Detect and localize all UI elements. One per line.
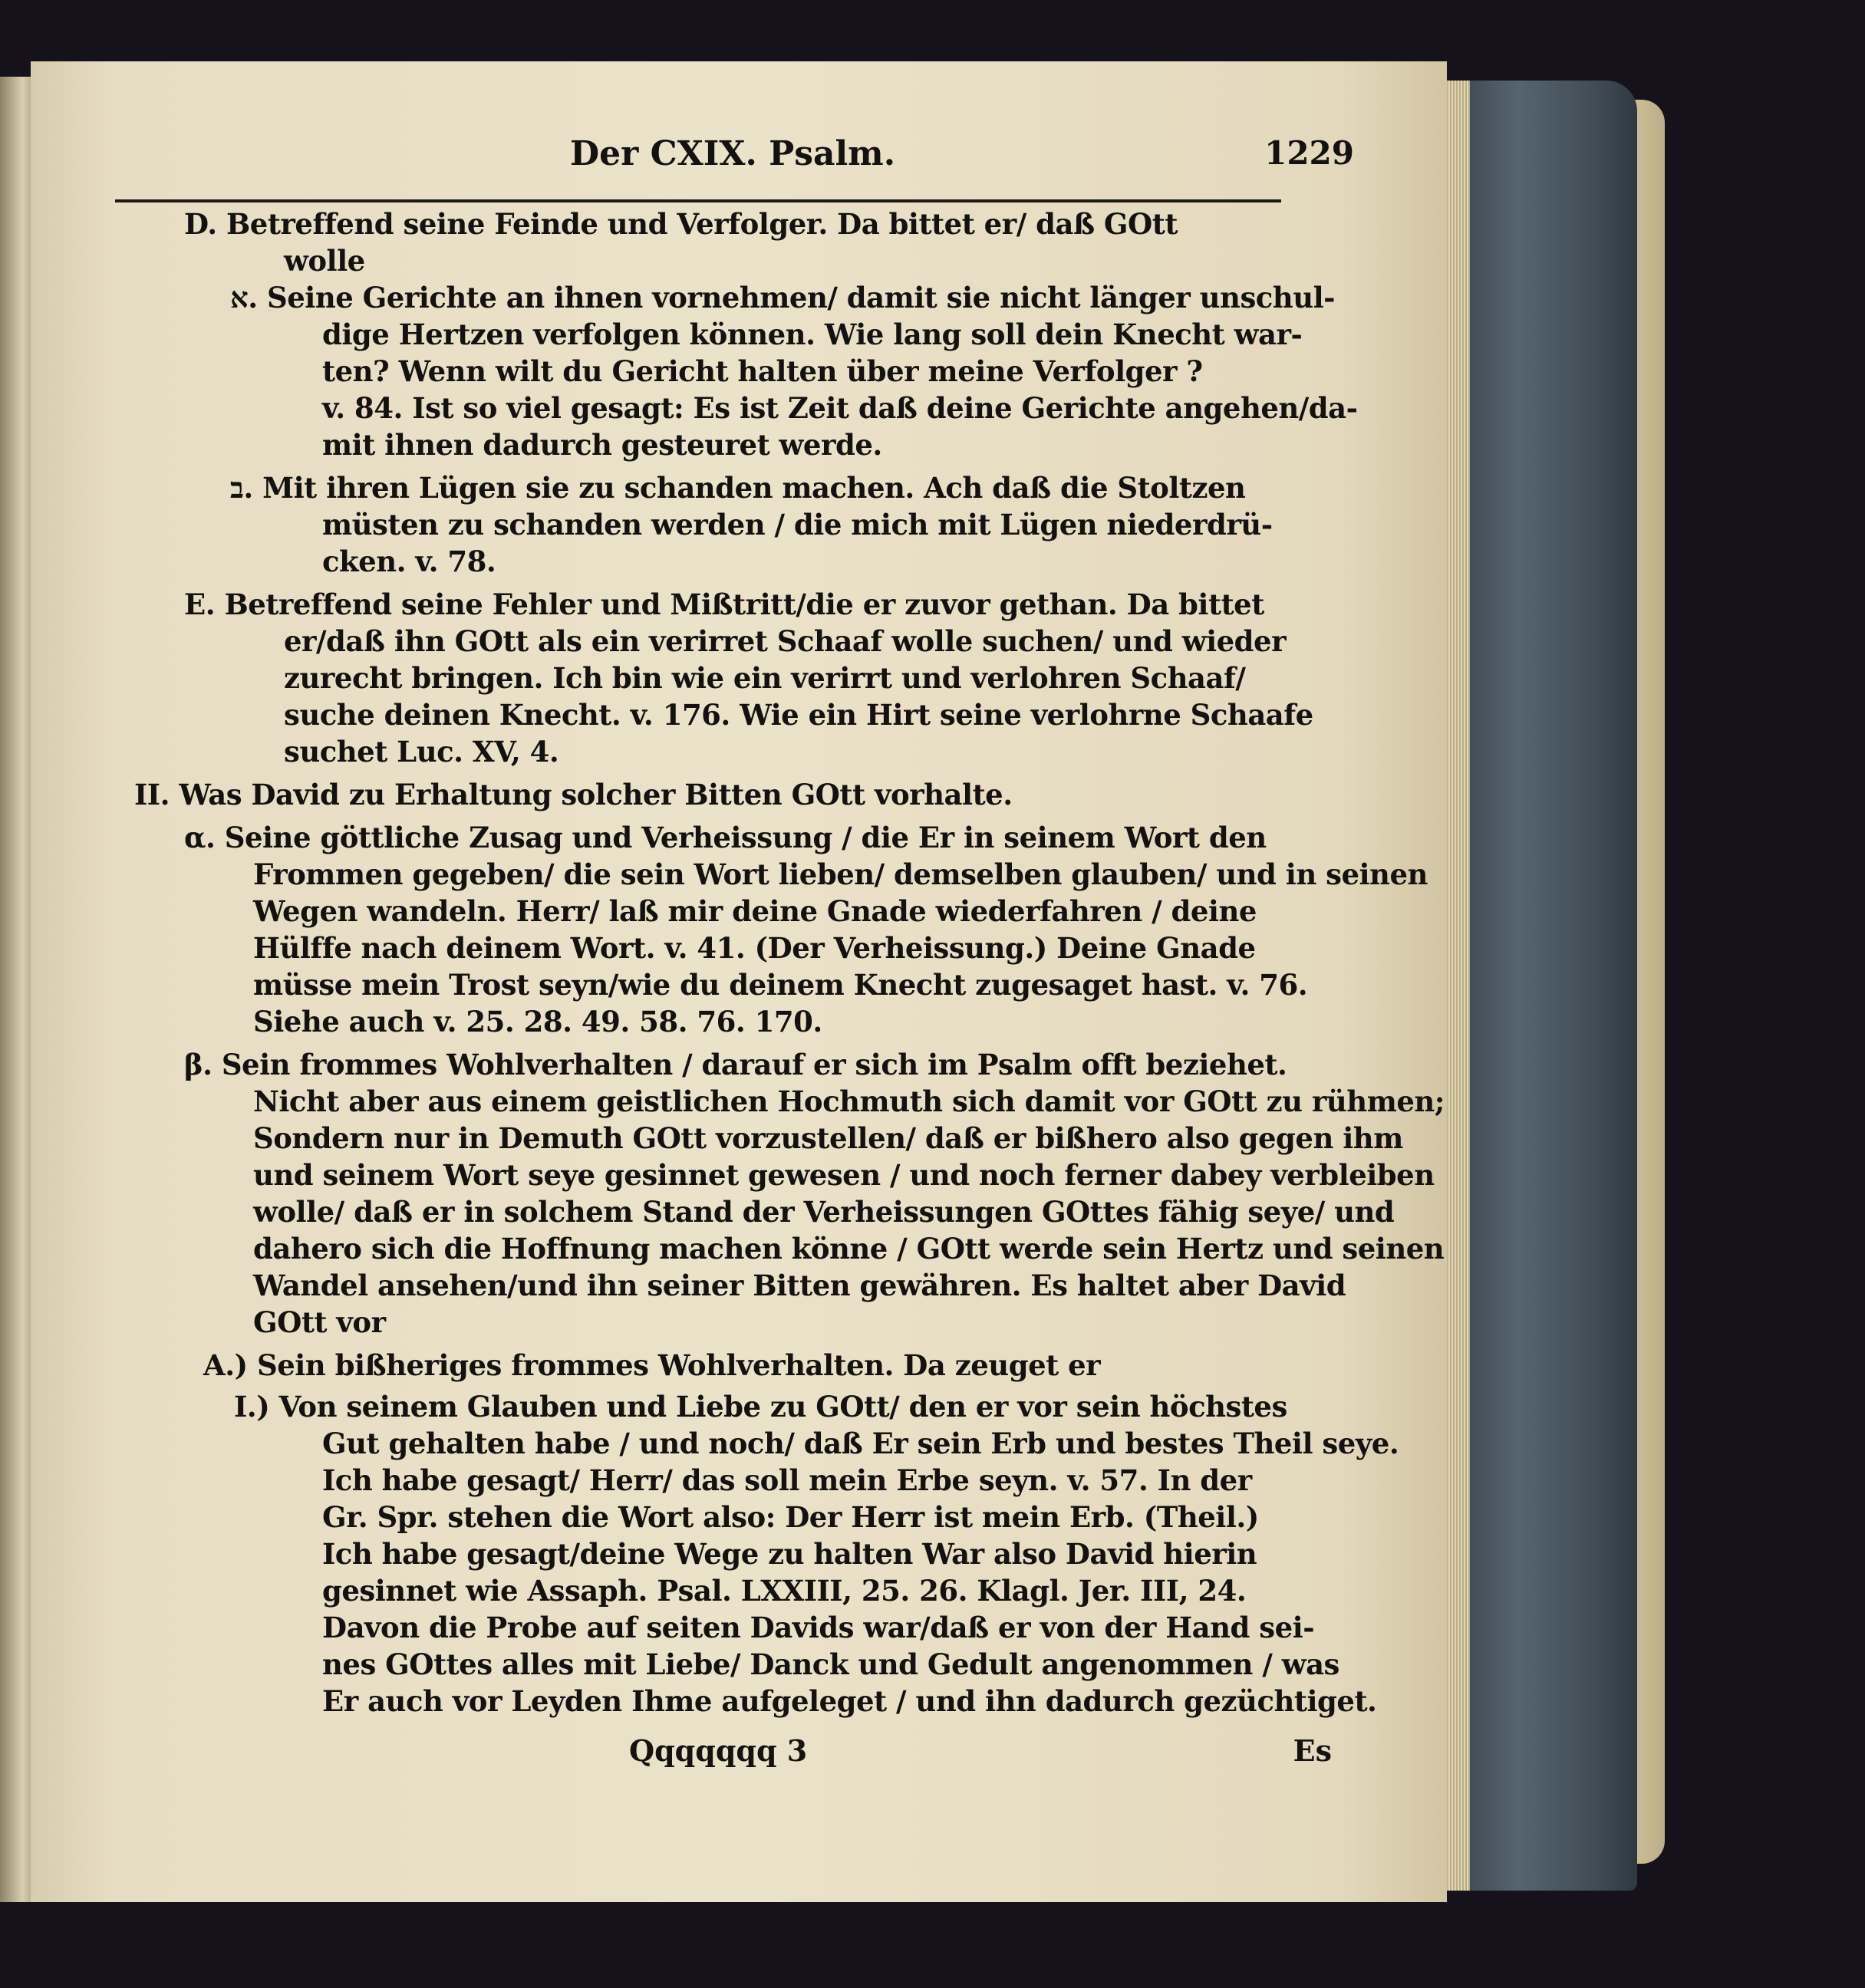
- text-line: Wandel ansehen/und ihn seiner Bitten gewähren. Es haltet aber David: [253, 1269, 1346, 1302]
- facing-page-edge: [0, 77, 32, 1902]
- text-line: ten? Wenn wilt du Gericht halten über meine Verfolger ?: [322, 354, 1203, 388]
- text-line: Siehe auch v. 25. 28. 49. 58. 76. 170.: [253, 1005, 822, 1038]
- text-line: mit ihnen dadurch gesteuret werde.: [322, 428, 882, 462]
- text-line: cken. v. 78.: [322, 545, 496, 578]
- text-line: müsse mein Trost seyn/wie du deinem Knecht zugesaget hast. v. 76.: [253, 968, 1308, 1002]
- text-line: Sondern nur in Demuth GOtt vorzustellen/ daß er bißhero also gegen ihm: [253, 1121, 1403, 1155]
- catchword: Es: [1293, 1733, 1332, 1768]
- text-line: suche deinen Knecht. v. 176. Wie ein Hirt seine verlohrne Schaafe: [284, 698, 1313, 732]
- header-rule: [115, 199, 1281, 202]
- text-line: א. Seine Gerichte an ihnen vornehmen/ damit sie nicht länger unschul-: [230, 281, 1336, 314]
- text-line: II. Was David zu Erhaltung solcher Bitten GOtt vorhalte.: [134, 778, 1013, 811]
- text-line: Frommen gegeben/ die sein Wort lieben/ demselben glauben/ und in seinen: [253, 857, 1428, 891]
- text-line: Nicht aber aus einem geistlichen Hochmuth sich damit vor GOtt zu rühmen;: [253, 1085, 1445, 1118]
- running-header: [111, 134, 1354, 180]
- text-line: Ich habe gesagt/ Herr/ das soll mein Erbe seyn. v. 57. In der: [322, 1463, 1252, 1497]
- text-line: ב. Mit ihren Lügen sie zu schanden machen. Ach daß die Stoltzen: [230, 471, 1246, 505]
- page-block-edge: [1439, 81, 1637, 1891]
- page-title: Der CXIX. Psalm.: [569, 134, 896, 173]
- text-line: Davon die Probe auf seiten Davids war/daß er von der Hand sei-: [322, 1611, 1315, 1644]
- text-line: dahero sich die Hoffnung machen könne / GOtt werde sein Hertz und seinen: [253, 1232, 1445, 1266]
- text-line: wolle/ daß er in solchem Stand der Verheissungen GOttes fähig seye/ und: [253, 1195, 1395, 1229]
- book-page: [31, 61, 1447, 1902]
- text-line: GOtt vor: [253, 1305, 386, 1339]
- text-line: D. Betreffend seine Feinde und Verfolger. Da bittet er/ daß GOtt: [184, 207, 1178, 241]
- text-line: gesinnet wie Assaph. Psal. LXXIII, 25. 26. Klagl. Jer. III, 24.: [322, 1574, 1247, 1608]
- text-line: zurecht bringen. Ich bin wie ein verirrt und verlohren Schaaf/: [284, 661, 1246, 695]
- text-line: wolle: [284, 244, 365, 278]
- text-line: Gut gehalten habe / und noch/ daß Er sein Erb und bestes Theil seye.: [322, 1427, 1399, 1460]
- text-line: I.) Von seinem Glauben und Liebe zu GOtt/ den er vor sein höchstes: [234, 1390, 1287, 1424]
- text-line: A.) Sein bißheriges frommes Wohlverhalten. Da zeuget er: [203, 1348, 1101, 1382]
- text-line: Er auch vor Leyden Ihme aufgeleget / und ihn dadurch gezüchtiget.: [322, 1684, 1377, 1718]
- text-line: Gr. Spr. stehen die Wort also: Der Herr ist mein Erb. (Theil.): [322, 1500, 1259, 1534]
- text-line: α. Seine göttliche Zusag und Verheissung / die Er in seinem Wort den: [184, 821, 1267, 854]
- text-line: er/daß ihn GOtt als ein verirret Schaaf wolle suchen/ und wieder: [284, 624, 1287, 658]
- text-line: suchet Luc. XV, 4.: [284, 735, 559, 769]
- text-line: müsten zu schanden werden / die mich mit Lügen niederdrü-: [322, 508, 1273, 541]
- text-line: E. Betreffend seine Fehler und Mißtritt/die er zuvor gethan. Da bittet: [184, 588, 1264, 621]
- text-line: v. 84. Ist so viel gesagt: Es ist Zeit daß deine Gerichte angehen/da-: [322, 391, 1358, 425]
- text-line: Ich habe gesagt/deine Wege zu halten War also David hierin: [322, 1537, 1257, 1571]
- text-line: und seinem Wort seye gesinnet gewesen / und noch ferner dabey verbleiben: [253, 1158, 1435, 1192]
- text-line: β. Sein frommes Wohlverhalten / darauf er sich im Psalm offt beziehet.: [184, 1048, 1287, 1081]
- text-line: Hülffe nach deinem Wort. v. 41. (Der Verheissung.) Deine Gnade: [253, 931, 1256, 965]
- text-line: nes GOttes alles mit Liebe/ Danck und Gedult angenommen / was: [322, 1647, 1339, 1681]
- text-line: dige Hertzen verfolgen können. Wie lang soll dein Knecht war-: [322, 318, 1303, 351]
- signature-mark: Qqqqqqq 3: [629, 1733, 808, 1768]
- page-number: 1229: [1264, 134, 1354, 172]
- text-line: Wegen wandeln. Herr/ laß mir deine Gnade wiederfahren / deine: [253, 894, 1257, 928]
